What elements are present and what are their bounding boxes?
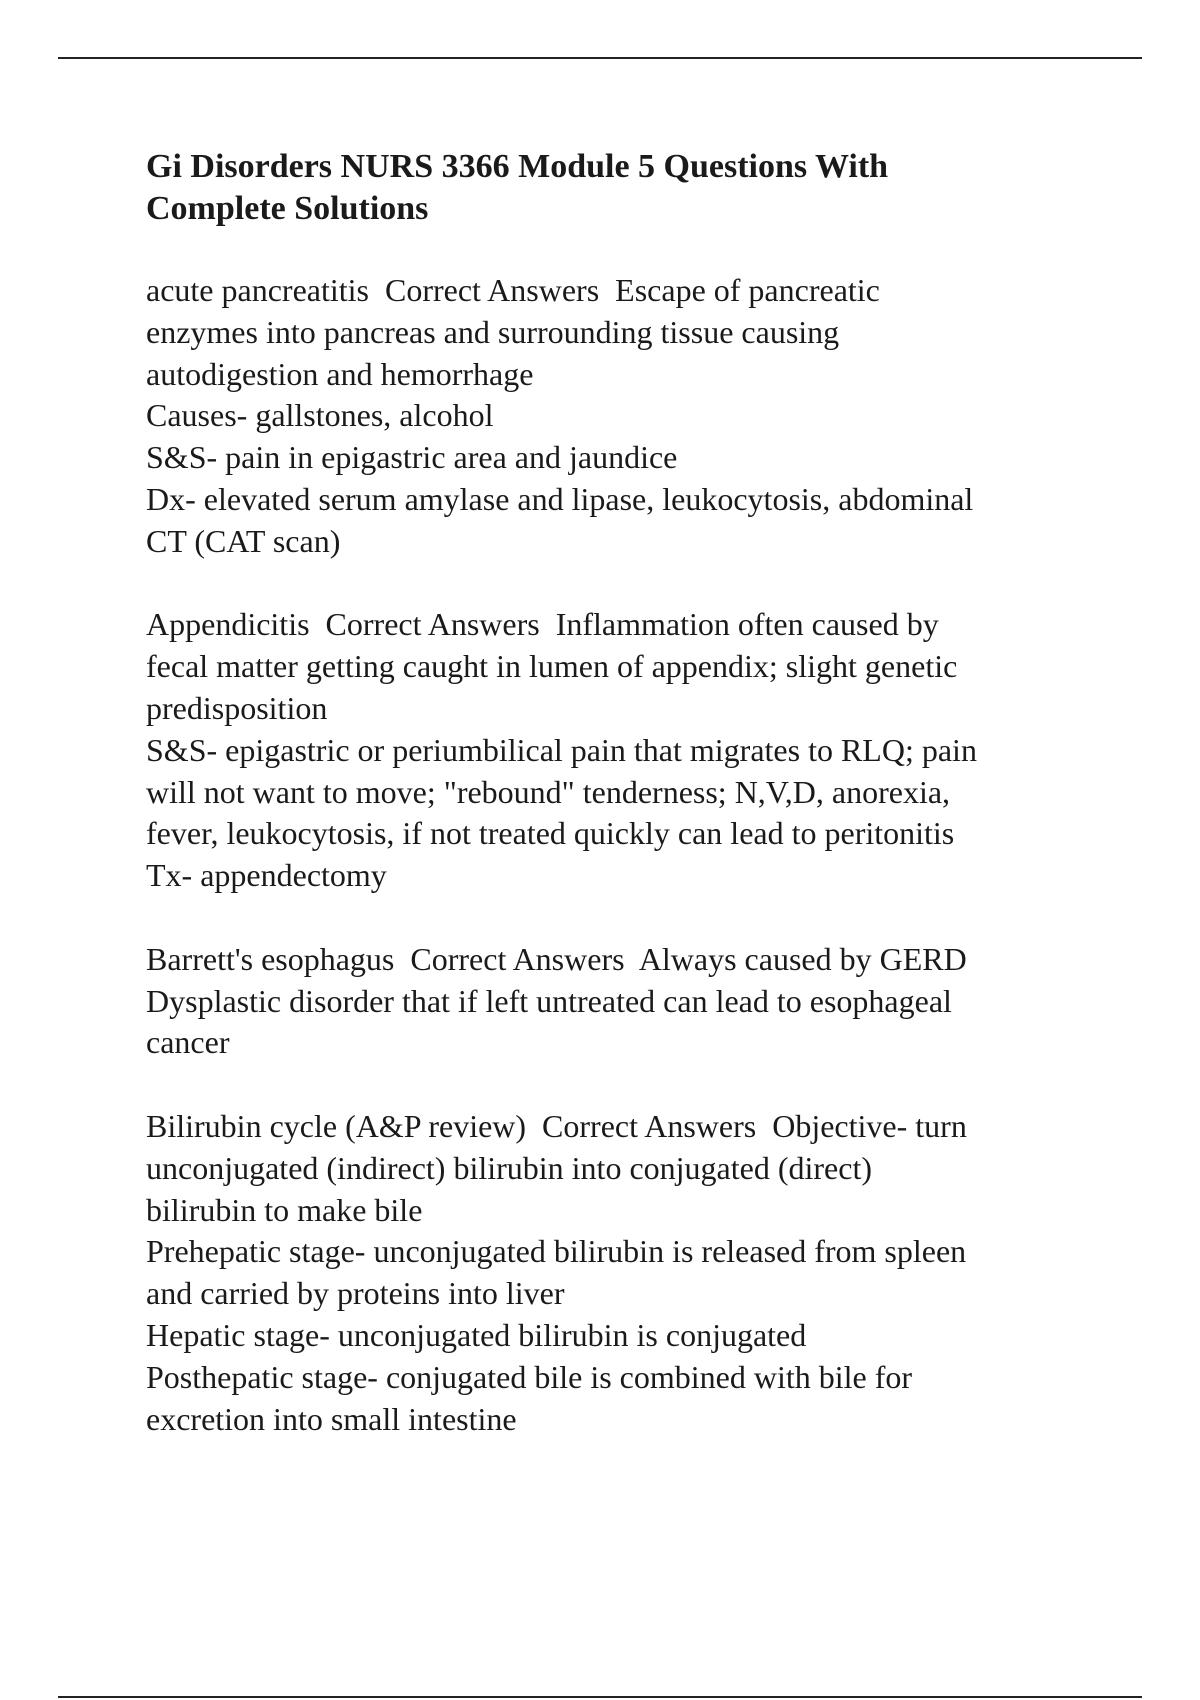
entry-line: fecal matter getting caught in lumen of appendix; slight genetic — [146, 648, 958, 685]
header-rule — [58, 57, 1142, 59]
entry-line: Causes- gallstones, alcohol — [146, 397, 494, 434]
entry-acute-pancreatitis — [146, 270, 1146, 563]
document-body — [146, 146, 1146, 1482]
entry-appendicitis — [146, 604, 1146, 897]
entry-line: predisposition — [146, 689, 328, 726]
entry-line: and carried by proteins into liver — [146, 1275, 565, 1312]
entry-line: S&S- epigastric or periumbilical pain that migrates to RLQ; pain — [146, 731, 977, 768]
entry-line: fever, leukocytosis, if not treated quickly can lead to peritonitis — [146, 815, 955, 852]
entry-line: Prehepatic stage- unconjugated bilirubin is released from spleen — [146, 1233, 967, 1270]
entry-line: autodigestion and hemorrhage — [146, 355, 534, 392]
footer-rule — [58, 1696, 1142, 1698]
entry-line: will not want to move; "rebound" tenderness; N,V,D, anorexia, — [146, 773, 951, 810]
title-line: Gi Disorders NURS 3366 Module 5 Questions With — [146, 148, 889, 185]
entry-line: excretion into small intestine — [146, 1400, 517, 1437]
entry-line: acute pancreatitis Correct Answers Escape of pancreatic — [146, 272, 880, 308]
entry-bilirubin-cycle — [146, 1106, 1146, 1440]
document-title — [146, 146, 1006, 230]
entry-line: Barrett's esophagus Correct Answers Always caused by GERD — [146, 940, 967, 977]
entry-line: bilirubin to make bile — [146, 1191, 423, 1228]
entry-line: cancer — [146, 1024, 230, 1061]
title-line: Complete Solutions — [146, 190, 429, 227]
entry-line: Hepatic stage- unconjugated bilirubin is conjugated — [146, 1316, 807, 1353]
entry-line: unconjugated (indirect) bilirubin into conjugated (direct) — [146, 1149, 872, 1186]
entry-line: enzymes into pancreas and surrounding tissue causing — [146, 313, 840, 350]
entry-line: Bilirubin cycle (A&P review) Correct Answers Objective- turn — [146, 1107, 967, 1144]
entry-line: CT (CAT scan) — [146, 522, 341, 559]
entry-line: Posthepatic stage- conjugated bile is combined with bile for — [146, 1358, 913, 1395]
entry-line: S&S- pain in epigastric area and jaundice — [146, 439, 678, 476]
entry-line: Appendicitis Correct Answers Inflammation often caused by — [146, 606, 939, 643]
entry-line: Dysplastic disorder that if left untreated can lead to esophageal — [146, 982, 952, 1019]
entry-line: Tx- appendectomy — [146, 857, 387, 894]
entry-line: Dx- elevated serum amylase and lipase, leukocytosis, abdominal — [146, 480, 974, 517]
entry-barretts-esophagus — [146, 939, 1146, 1064]
